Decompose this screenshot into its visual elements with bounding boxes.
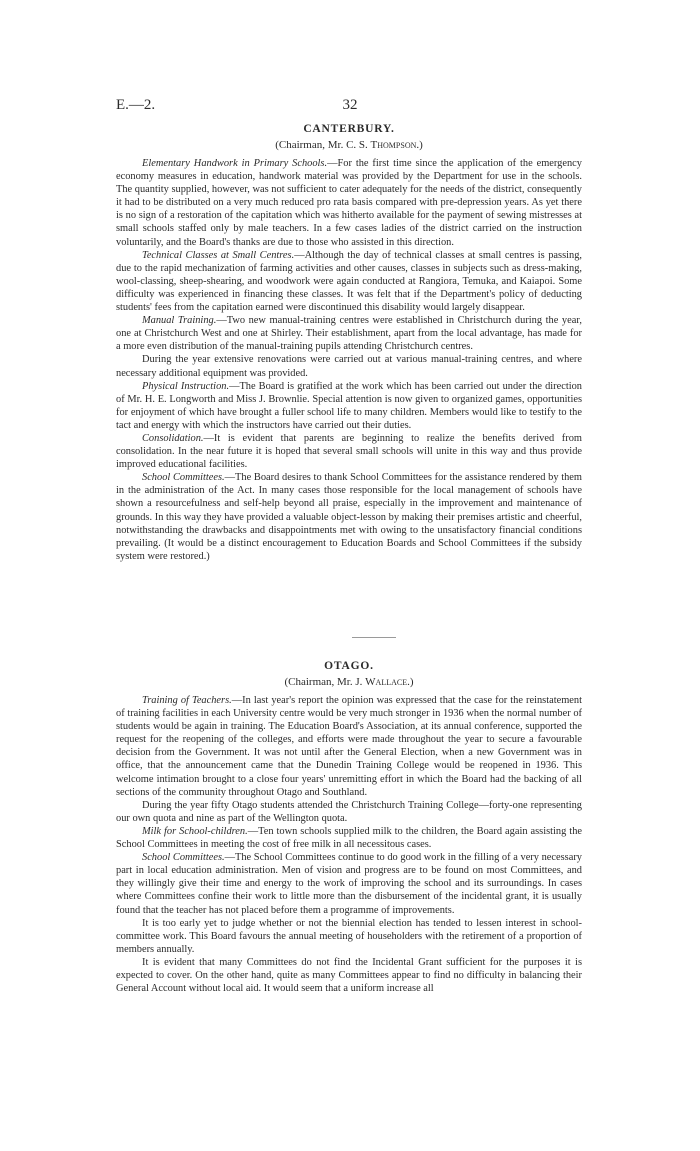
paragraph-lead: Manual Training.	[142, 315, 217, 327]
paragraph-text: —It is evident that parents are beginning to realize the benefits derived from consolidation. In the near future it is hoped that several small schools will unite in this way and thus provide improved educational facilities.	[116, 432, 582, 471]
paragraph-text: —In last year's report the opinion was expressed that the case for the reinstatement of training facilities in each University centre would be very much stronger in 1936 when the normal number of students would be again in training. The Education Board's Association, at its annual conference, supported the request for the reopening of the colleges, and efforts were made throughout the year to secure a favourable decision from the Government. It was not until after the General Election, when a new Government was in office, that the announcement came that the Dunedin Training College would be reopened in 1936. This welcome intimation brought to a close four years' unremitting effort in which the Board had the backing of all sections of the community throughout Otago and Southland.	[116, 695, 582, 798]
paragraph-text: During the year extensive renovations were carried out at various manual-training centres, and where necessary additional equipment was provided.	[116, 354, 582, 379]
paragraph-lead: Elementary Handwork in Primary Schools.	[142, 158, 328, 169]
paragraph-text: —The School Committees continue to do good work in the filling of a very necessary part in local education administration. Men of vision and progress are to be found on most Committees, and they willingly give their time and energy to the work of improving the school and its surroundings. In cases where Committees confine their work to little more than the disbursement of the incidental grant, it is usually found that the teacher has not placed before them a programme of improvements.	[116, 852, 582, 916]
paragraph	[116, 471, 582, 563]
paragraph-lead: Physical Instruction.	[142, 380, 230, 392]
paragraph-text: During the year fifty Otago students attended the Christchurch Training College—forty-one representing our own quota and nine as part of the Wellington quota.	[116, 799, 582, 824]
chairman-line-otago	[116, 676, 582, 688]
paragraph-text: It is evident that many Committees do not find the Incidental Grant sufficient for the purposes it is expected to cover. On the other hand, quite as many Committees appear to find no difficulty in balancing their General Account without local aid. It would seem that a uniform increase all	[116, 956, 582, 995]
paragraph-text: It is too early yet to judge whether or not the biennial election has tended to lessen interest in school-committee work. This Board favours the annual meeting of householders with the retirement of a proportion of members annually.	[116, 917, 582, 955]
page-number: 32	[342, 97, 358, 113]
paragraph-lead: Training of Teachers.	[142, 695, 232, 706]
paragraph	[116, 314, 582, 353]
chairman-line-canterbury	[116, 139, 582, 151]
paragraph-text: —Ten town schools supplied milk to the children, the Board again assisting the School Committees in meeting the cost of free milk in all necessitous cases.	[116, 825, 582, 851]
canterbury-section	[116, 123, 582, 563]
chairman-suffix: .)	[407, 676, 414, 688]
paragraph-lead: Technical Classes at Small Centres.	[142, 249, 295, 261]
paragraph	[116, 157, 582, 249]
paragraph	[116, 380, 582, 432]
paragraph	[116, 851, 582, 916]
chairman-name: Thompson	[370, 139, 417, 151]
chairman-suffix: .)	[416, 139, 423, 151]
paragraph-lead: Consolidation.	[142, 432, 204, 444]
paragraph-lead: Milk for School-children.	[142, 825, 248, 837]
paragraph	[116, 249, 582, 314]
paragraph-text: —Although the day of technical classes at small centres is passing, due to the rapid mechanization of farming activities and other causes, classes in subjects such as dress-making, wool-classing, sheep-shearing, and woodwork were again conducted at Rangiora, Temuka, and Kaiapoi. Some difficulty was experienced in financing these classes. It was felt that if the Department's policy of deducting students' fees from the capitation earned were discontinued this disability would largely disappear.	[116, 249, 583, 314]
paragraph	[116, 799, 582, 825]
chairman-prefix: (Chairman, Mr. C. S.	[275, 139, 371, 151]
paragraph	[116, 353, 582, 379]
otago-section	[116, 660, 582, 995]
section-heading-canterbury: CANTERBURY.	[303, 123, 395, 135]
paragraph-text: —For the first time since the application of the emergency economy measures in education, handwork material was provided by the Department for use in the schools. The quantity supplied, however, was not sufficient to cater adequately for the needs of the district, consequently it had to be distributed on a very much reduced pro rata basis compared with pre-depression years. As yet there is no sign of a restoration of the capitation which was hitherto available for the payment of sewing mistresses at small schools staffed only by male teachers. In a few cases ladies of the district carried on the instruction voluntarily, and the Board's thanks are due to those who assisted in this direction.	[116, 158, 582, 248]
chairman-name: Wallace	[365, 676, 408, 688]
paragraph-text: —Two new manual-training centres were established in Christchurch during the year, one at Christchurch West and one at Shirley. Their establishment, apart from the local advantage, has made for a more even distribution of the manual-training pupils attending Christchurch centres.	[116, 315, 582, 353]
paragraph	[116, 432, 582, 471]
paragraph-lead: School Committees.	[142, 852, 225, 864]
paragraph-text: —The Board is gratified at the work which has been carried out under the direction of Mr. H. E. Longworth and Miss J. Brownlie. Special attention is now given to organized games, opportunities for enjoyment of which have brought a fuller school life to many children. Members would like to testify to the tact and energy with which the instructors have carried out their duties.	[116, 380, 583, 431]
otago-paragraphs	[116, 694, 582, 995]
paragraph	[116, 956, 582, 995]
canterbury-paragraphs	[116, 157, 582, 563]
section-divider	[352, 637, 396, 638]
paragraph	[116, 694, 582, 799]
paragraph-text: —The Board desires to thank School Committees for the assistance rendered by them in the administration of the Act. In many cases those responsible for the local management of schools have shown a resourcefulness and self-help beyond all praise, especially in the improvement and maintenance of grounds. In this way they have provided a valuable object-lesson by making their premises artistic and cheerful, notwithstanding the drawbacks and disappointments met with owing to the unsatisfactory financial conditions prevailing. (It would be a distinct encouragement to Education Boards and School Committees if the subsidy system were restored.)	[116, 472, 583, 562]
page-reference: E.—2.	[116, 97, 156, 113]
paragraph-lead: School Committees.	[142, 472, 225, 484]
paragraph	[116, 917, 582, 956]
paragraph	[116, 825, 582, 851]
section-heading-otago: OTAGO.	[324, 660, 374, 672]
chairman-prefix: (Chairman, Mr. J.	[284, 676, 366, 688]
